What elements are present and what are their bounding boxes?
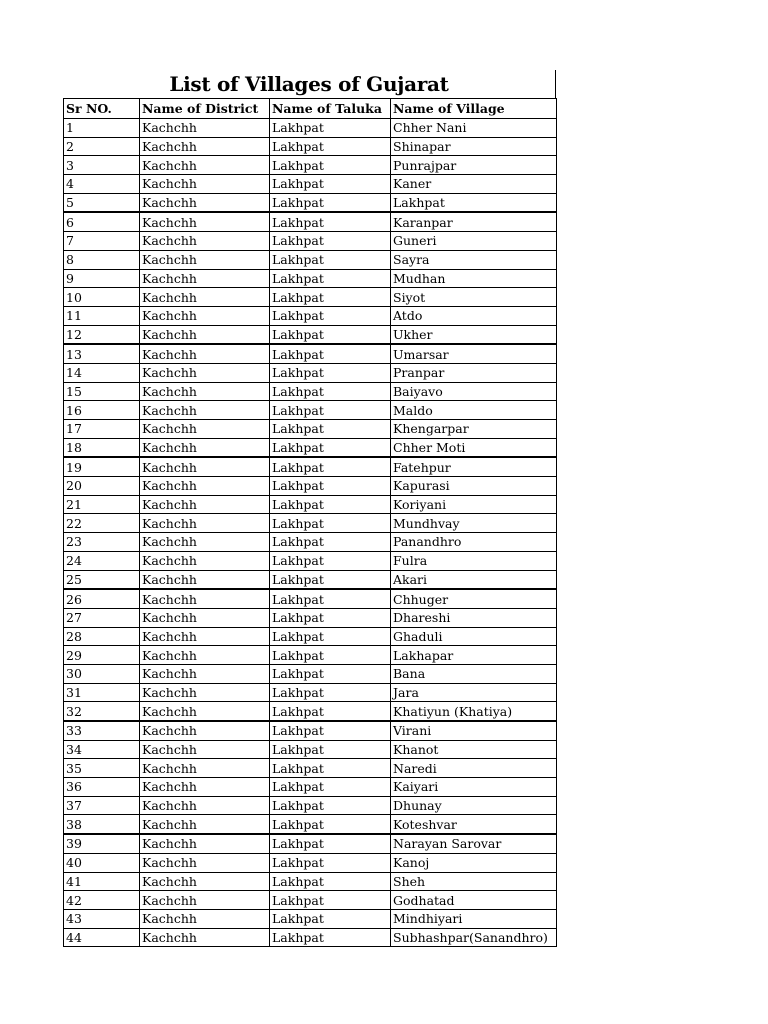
cell-village: Dhareshi [391,608,557,627]
cell-sr-no: 18 [64,438,140,457]
cell-taluka: Lakhpat [270,796,391,815]
table-row [64,325,557,344]
cell-district: Kachchh [140,627,270,646]
table-row [64,551,557,570]
cell-sr-no: 3 [64,156,140,175]
cell-taluka: Lakhpat [270,778,391,797]
cell-village: Ghaduli [391,627,557,646]
table-row [64,608,557,627]
cell-village: Pranpar [391,363,557,382]
table-row [64,193,557,212]
cell-village: Atdo [391,306,557,325]
cell-sr-no: 12 [64,325,140,344]
village-table [63,98,557,947]
cell-village: Sheh [391,872,557,891]
cell-sr-no: 1 [64,119,140,138]
table-row [64,589,557,608]
cell-taluka: Lakhpat [270,438,391,457]
cell-sr-no: 13 [64,344,140,363]
cell-sr-no: 33 [64,721,140,740]
cell-taluka: Lakhpat [270,325,391,344]
cell-sr-no: 42 [64,891,140,910]
cell-district: Kachchh [140,156,270,175]
cell-district: Kachchh [140,457,270,476]
cell-taluka: Lakhpat [270,683,391,702]
cell-sr-no: 21 [64,495,140,514]
cell-village: Umarsar [391,344,557,363]
cell-district: Kachchh [140,664,270,683]
cell-village: Bana [391,664,557,683]
cell-sr-no: 6 [64,212,140,231]
cell-taluka: Lakhpat [270,551,391,570]
cell-sr-no: 44 [64,928,140,947]
cell-district: Kachchh [140,420,270,439]
cell-taluka: Lakhpat [270,175,391,194]
table-row [64,834,557,853]
table-row [64,514,557,533]
cell-village: Narayan Sarovar [391,834,557,853]
column-header-district: Name of District [140,99,270,119]
cell-district: Kachchh [140,514,270,533]
table-row [64,702,557,721]
cell-village: Dhunay [391,796,557,815]
cell-sr-no: 43 [64,909,140,928]
cell-village: Kaner [391,175,557,194]
cell-sr-no: 8 [64,250,140,269]
cell-district: Kachchh [140,232,270,251]
table-row [64,533,557,552]
cell-district: Kachchh [140,495,270,514]
cell-district: Kachchh [140,570,270,589]
cell-taluka: Lakhpat [270,232,391,251]
cell-taluka: Lakhpat [270,420,391,439]
cell-village: Fatehpur [391,457,557,476]
cell-sr-no: 40 [64,853,140,872]
cell-district: Kachchh [140,646,270,665]
cell-taluka: Lakhpat [270,627,391,646]
cell-taluka: Lakhpat [270,344,391,363]
cell-sr-no: 38 [64,815,140,834]
cell-village: Khanot [391,740,557,759]
cell-village: Shinapar [391,137,557,156]
cell-taluka: Lakhpat [270,909,391,928]
cell-district: Kachchh [140,363,270,382]
table-row [64,570,557,589]
table-row [64,457,557,476]
table-row [64,288,557,307]
cell-village: Virani [391,721,557,740]
cell-village: Ukher [391,325,557,344]
cell-district: Kachchh [140,137,270,156]
cell-district: Kachchh [140,702,270,721]
cell-village: Baiyavo [391,382,557,401]
cell-sr-no: 23 [64,533,140,552]
cell-village: Mudhan [391,269,557,288]
table-row [64,683,557,702]
cell-district: Kachchh [140,175,270,194]
table-row [64,721,557,740]
cell-sr-no: 26 [64,589,140,608]
cell-taluka: Lakhpat [270,570,391,589]
cell-sr-no: 41 [64,872,140,891]
cell-sr-no: 22 [64,514,140,533]
cell-village: Koriyani [391,495,557,514]
cell-taluka: Lakhpat [270,269,391,288]
cell-sr-no: 37 [64,796,140,815]
cell-village: Khatiyun (Khatiya) [391,702,557,721]
table-row [64,853,557,872]
cell-taluka: Lakhpat [270,853,391,872]
cell-taluka: Lakhpat [270,514,391,533]
cell-taluka: Lakhpat [270,363,391,382]
table-row [64,891,557,910]
table-row [64,382,557,401]
cell-district: Kachchh [140,477,270,496]
table-row [64,759,557,778]
cell-village: Lakhpat [391,193,557,212]
cell-taluka: Lakhpat [270,608,391,627]
cell-sr-no: 27 [64,608,140,627]
cell-village: Siyot [391,288,557,307]
cell-village: Kapurasi [391,477,557,496]
table-row [64,778,557,797]
cell-district: Kachchh [140,778,270,797]
cell-sr-no: 29 [64,646,140,665]
cell-district: Kachchh [140,212,270,231]
cell-taluka: Lakhpat [270,872,391,891]
table-row [64,872,557,891]
cell-sr-no: 14 [64,363,140,382]
cell-taluka: Lakhpat [270,533,391,552]
cell-district: Kachchh [140,683,270,702]
cell-district: Kachchh [140,344,270,363]
cell-district: Kachchh [140,891,270,910]
cell-sr-no: 28 [64,627,140,646]
table-row [64,119,557,138]
village-list-sheet [63,70,556,947]
cell-district: Kachchh [140,306,270,325]
cell-sr-no: 31 [64,683,140,702]
cell-district: Kachchh [140,533,270,552]
cell-district: Kachchh [140,928,270,947]
cell-sr-no: 11 [64,306,140,325]
cell-taluka: Lakhpat [270,589,391,608]
cell-taluka: Lakhpat [270,193,391,212]
cell-village: Chher Nani [391,119,557,138]
cell-taluka: Lakhpat [270,288,391,307]
cell-district: Kachchh [140,740,270,759]
cell-village: Naredi [391,759,557,778]
cell-taluka: Lakhpat [270,212,391,231]
cell-district: Kachchh [140,119,270,138]
cell-district: Kachchh [140,608,270,627]
cell-village: Jara [391,683,557,702]
cell-village: Mindhiyari [391,909,557,928]
cell-taluka: Lakhpat [270,156,391,175]
page-title: List of Villages of Gujarat [63,70,556,98]
cell-village: Sayra [391,250,557,269]
cell-village: Godhatad [391,891,557,910]
cell-district: Kachchh [140,853,270,872]
cell-taluka: Lakhpat [270,495,391,514]
table-row [64,344,557,363]
cell-village: Chhuger [391,589,557,608]
table-row [64,646,557,665]
cell-taluka: Lakhpat [270,702,391,721]
cell-taluka: Lakhpat [270,401,391,420]
cell-village: Chher Moti [391,438,557,457]
cell-taluka: Lakhpat [270,815,391,834]
cell-taluka: Lakhpat [270,457,391,476]
table-row [64,401,557,420]
cell-district: Kachchh [140,288,270,307]
cell-village: Lakhapar [391,646,557,665]
cell-sr-no: 35 [64,759,140,778]
table-row [64,928,557,947]
cell-village: Guneri [391,232,557,251]
cell-taluka: Lakhpat [270,759,391,778]
cell-taluka: Lakhpat [270,382,391,401]
table-row [64,232,557,251]
table-header-row [64,99,557,119]
cell-village: Akari [391,570,557,589]
cell-village: Koteshvar [391,815,557,834]
cell-sr-no: 25 [64,570,140,589]
cell-taluka: Lakhpat [270,834,391,853]
table-row [64,137,557,156]
cell-taluka: Lakhpat [270,119,391,138]
cell-district: Kachchh [140,193,270,212]
cell-village: Panandhro [391,533,557,552]
cell-sr-no: 7 [64,232,140,251]
column-header-village: Name of Village [391,99,557,119]
cell-district: Kachchh [140,815,270,834]
cell-district: Kachchh [140,796,270,815]
cell-district: Kachchh [140,834,270,853]
table-row [64,175,557,194]
cell-district: Kachchh [140,325,270,344]
cell-district: Kachchh [140,438,270,457]
cell-taluka: Lakhpat [270,137,391,156]
cell-sr-no: 34 [64,740,140,759]
cell-sr-no: 10 [64,288,140,307]
table-row [64,250,557,269]
table-row [64,740,557,759]
table-row [64,627,557,646]
table-row [64,664,557,683]
cell-district: Kachchh [140,721,270,740]
cell-sr-no: 36 [64,778,140,797]
cell-district: Kachchh [140,401,270,420]
table-row [64,212,557,231]
cell-taluka: Lakhpat [270,306,391,325]
cell-village: Karanpar [391,212,557,231]
cell-sr-no: 30 [64,664,140,683]
cell-sr-no: 24 [64,551,140,570]
table-row [64,796,557,815]
cell-sr-no: 32 [64,702,140,721]
cell-sr-no: 20 [64,477,140,496]
table-body [64,119,557,947]
cell-sr-no: 15 [64,382,140,401]
cell-taluka: Lakhpat [270,928,391,947]
cell-village: Kanoj [391,853,557,872]
cell-sr-no: 5 [64,193,140,212]
cell-taluka: Lakhpat [270,721,391,740]
cell-taluka: Lakhpat [270,664,391,683]
cell-village: Khengarpar [391,420,557,439]
cell-sr-no: 9 [64,269,140,288]
cell-village: Fulra [391,551,557,570]
cell-district: Kachchh [140,872,270,891]
table-row [64,363,557,382]
table-row [64,477,557,496]
cell-district: Kachchh [140,589,270,608]
table-row [64,909,557,928]
table-row [64,156,557,175]
table-row [64,495,557,514]
table-row [64,306,557,325]
column-header-taluka: Name of Taluka [270,99,391,119]
table-row [64,420,557,439]
cell-district: Kachchh [140,759,270,778]
cell-sr-no: 2 [64,137,140,156]
cell-village: Maldo [391,401,557,420]
cell-village: Subhashpar(Sanandhro) [391,928,557,947]
cell-district: Kachchh [140,250,270,269]
cell-village: Kaiyari [391,778,557,797]
cell-village: Mundhvay [391,514,557,533]
cell-sr-no: 4 [64,175,140,194]
cell-taluka: Lakhpat [270,477,391,496]
cell-sr-no: 17 [64,420,140,439]
cell-taluka: Lakhpat [270,891,391,910]
cell-village: Punrajpar [391,156,557,175]
cell-district: Kachchh [140,269,270,288]
cell-district: Kachchh [140,551,270,570]
cell-taluka: Lakhpat [270,250,391,269]
cell-sr-no: 19 [64,457,140,476]
cell-sr-no: 16 [64,401,140,420]
cell-sr-no: 39 [64,834,140,853]
table-row [64,438,557,457]
cell-taluka: Lakhpat [270,740,391,759]
cell-district: Kachchh [140,382,270,401]
column-header-sr-no: Sr NO. [64,99,140,119]
table-row [64,815,557,834]
table-row [64,269,557,288]
cell-district: Kachchh [140,909,270,928]
cell-taluka: Lakhpat [270,646,391,665]
